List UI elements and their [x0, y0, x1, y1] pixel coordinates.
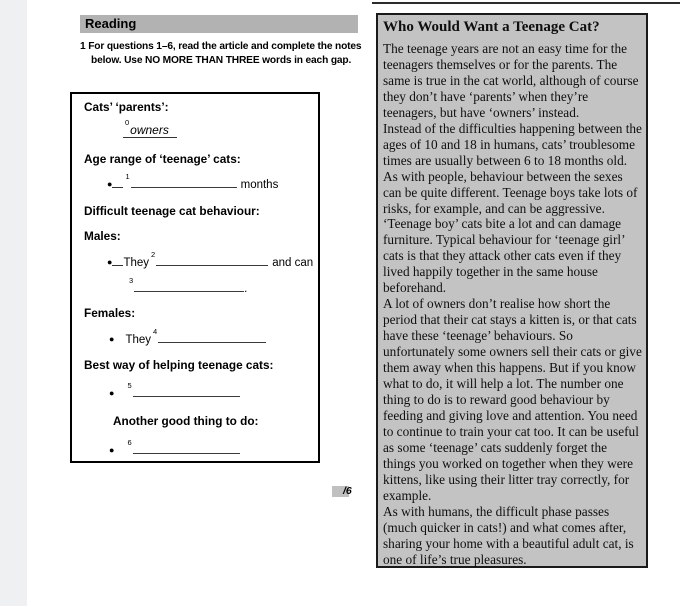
article-paragraph: The teenage years are not an easy time for the teenagers themselves or for the parents. The same is true in the cat world, although of course they don’t have ‘parents’ when they’re teenagers, but have ‘owners’ instead.	[383, 41, 639, 120]
bullet-icon: ●	[109, 333, 115, 344]
notes-heading-another: Another good thing to do:	[113, 414, 259, 428]
gap-row-4	[109, 327, 266, 346]
section-header: Reading	[80, 15, 358, 33]
gap-2-number: 2	[151, 250, 156, 259]
article-title: Who Would Want a Teenage Cat?	[383, 19, 600, 35]
notes-heading-behaviour: Difficult teenage cat behaviour:	[84, 204, 260, 218]
article-body	[378, 37, 646, 567]
notes-heading-age: Age range of ‘teenage’ cats:	[84, 152, 241, 166]
task-instruction	[80, 40, 371, 67]
bullet-underline	[112, 255, 123, 266]
gap-3-line[interactable]	[134, 281, 244, 292]
notes-heading-parents: Cats’ ‘parents’:	[84, 100, 169, 114]
example-answer-text: owners	[130, 122, 169, 137]
bullet-icon: ●	[107, 256, 113, 267]
gap-4-before-text: They	[125, 333, 152, 346]
article-paragraph: Instead of the difficulties happening between the ages of 10 and 18 in humans, cats’ troublesome times are usually between 6 to 18 months old.	[383, 120, 642, 168]
gap-5-number: 5	[127, 381, 132, 390]
gap-4-number: 4	[153, 327, 158, 336]
bullet-icon: ●	[109, 387, 115, 398]
example-answer	[123, 118, 177, 138]
gap-1-line[interactable]	[131, 177, 237, 188]
example-number: 0	[125, 118, 130, 127]
gap-2-before-text: They	[123, 256, 150, 269]
top-divider-rule	[372, 2, 680, 4]
notes-label-males: Males:	[84, 229, 121, 243]
gap-1-number: 1	[125, 172, 130, 181]
gap-row-6	[109, 438, 240, 457]
gap-6-line[interactable]	[133, 443, 240, 454]
task-number: 1	[80, 41, 86, 52]
example-answer-row	[123, 118, 177, 137]
notes-heading-best-way: Best way of helping teenage cats:	[84, 358, 274, 372]
article-paragraph: As with humans, the difficult phase passes (much quicker in cats!) and what comes after, sharing your home with a beautiful adult cat, is one of life’s true pleasures.	[383, 503, 634, 567]
gap-row-1	[107, 172, 279, 191]
article-paragraph: A lot of owners don’t realise how short the period that their cat stays a kitten is, or that cats have these ‘teenage’ behaviours. So unfortunately some owners sell their cats or give them away when this happens. But if you know what to do, it will help a lot. The number one thing to do is to reward good behaviour by feeding and giving love and attention. You need to continue to train your cat too. It can be useful as some ‘teenage’ cats suddenly forget the things you worked on together when they were kittens, like using their litter tray correctly, for example.	[383, 296, 642, 503]
bullet-underline	[112, 177, 123, 188]
gap-1-after-text: months	[240, 178, 279, 191]
gap-row-5	[109, 381, 240, 400]
bullet-icon: ●	[107, 178, 113, 189]
article-box	[376, 13, 648, 568]
gap-6-number: 6	[127, 438, 132, 447]
task-instruction-text: For questions 1–6, read the article and complete the notes below. Use NO MORE THAN THREE words in each gap.	[88, 41, 362, 66]
bullet-icon: ●	[109, 444, 115, 455]
score-total-label: /6	[343, 485, 352, 497]
gap-2-after-text: and can	[272, 256, 314, 269]
notes-box	[70, 92, 320, 463]
gap-3-number: 3	[129, 276, 134, 285]
gap-4-line[interactable]	[158, 332, 266, 343]
gap-3-after-text: .	[244, 282, 248, 295]
notes-label-females: Females:	[84, 306, 136, 320]
gap-row-3	[127, 276, 248, 295]
article-paragraph: As with people, behaviour between the sexes can be quite different. Teenage boys take lots of risks, for example, and can be aggressive. ‘Teenage boy’ cats bite a lot and can damage furniture. Typical behaviour for ‘teenage girl’ cats is that they attack other cats even if they lived happily together in the same house beforehand.	[383, 168, 638, 296]
gap-row-2	[107, 250, 314, 269]
page-margin-strip	[0, 0, 27, 606]
gap-2-line[interactable]	[156, 255, 268, 266]
gap-5-line[interactable]	[133, 386, 240, 397]
